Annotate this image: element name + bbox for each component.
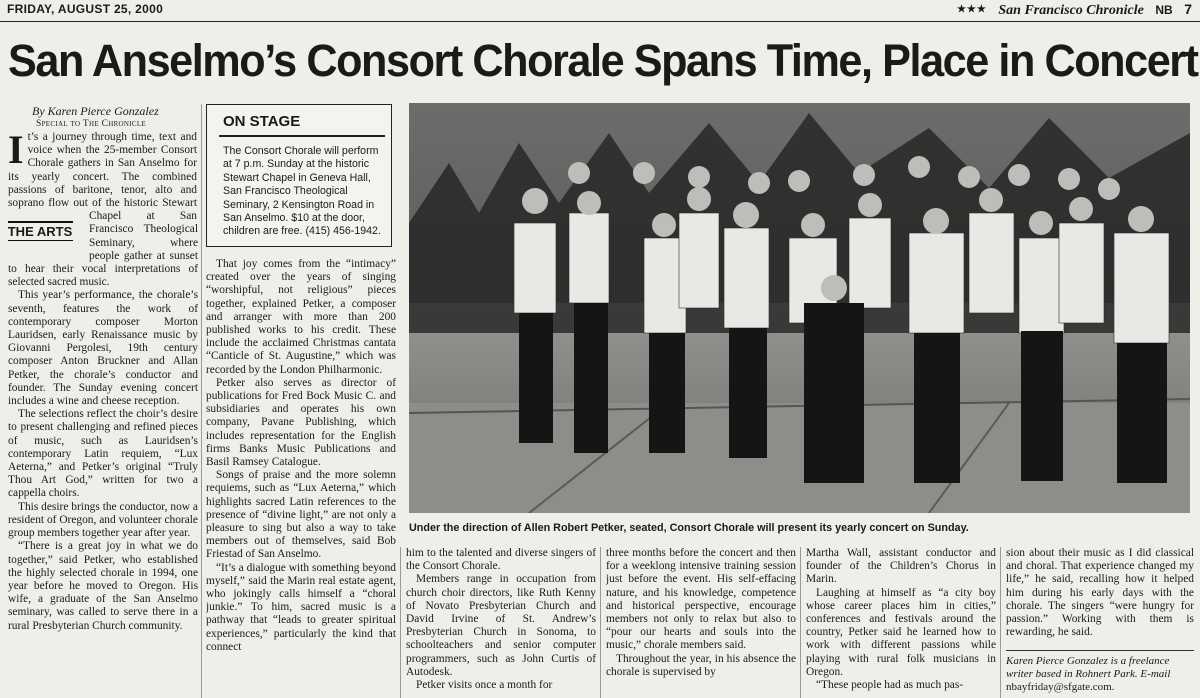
on-stage-rule [219, 135, 385, 137]
column-divider [201, 104, 202, 698]
article-column-5 [806, 547, 996, 698]
paragraph: This desire brings the conductor, now a resident of Oregon, and volunteer chorale group members together year after year. [8, 500, 198, 540]
headline: San Anselmo’s Consort Chorale Spans Time, Place in Concert [8, 35, 1198, 86]
author-note [1006, 655, 1194, 694]
chorale-group-photo [409, 103, 1190, 513]
photo-caption: Under the direction of Allen Robert Petker, seated, Consort Chorale will present its yearly concert on Sunday. [409, 522, 969, 534]
on-stage-text: The Consort Chorale will perform at 7 p.m. Sunday at the historic Stewart Chapel in Geneva Hall, San Francisco Theological Seminary, 2 Kensington Road in San Anselmo. $10 at the door, children are free. (415) 456-1942. [223, 145, 381, 238]
paragraph: “These people had as much pas- [816, 679, 964, 692]
column-divider [600, 547, 601, 698]
article-column-4 [606, 547, 796, 698]
paragraph: him to the talented and diverse singers of the Consort Chorale. [406, 547, 596, 573]
paper-name: San Francisco Chronicle [998, 3, 1144, 18]
column-divider [1000, 547, 1001, 698]
drop-cap: I [8, 131, 24, 172]
article-column-1 [8, 131, 198, 696]
article-column-6 [1006, 547, 1194, 649]
paragraph: Martha Wall, assistant conductor and founder of the Children’s Chorus in Marin. [806, 547, 996, 586]
author-note-rule [1006, 650, 1194, 651]
paragraph: three months before the concert and then for a weeklong intensive training session just before the event. His self-effacing nature, and his knowledge, competence and historical perspective, encourage members not only to relax but also to “pour our hearts and souls into the music,” chorale members said. [606, 547, 796, 652]
column-divider [800, 547, 801, 698]
author-note-text: Karen Pierce Gonzalez is a freelance writer based in Rohnert Park. E-mail [1006, 655, 1171, 680]
masthead [0, 0, 1200, 22]
paragraph: Petker also serves as director of publications for Fred Bock Music C. and subsidiaries and operates his own company, Pavane Publishing, which includes representation for the English firms Banks Music Publications and Basil Ramsey Catalogue. [206, 376, 396, 469]
on-stage-title: ON STAGE [223, 113, 301, 130]
paragraph: Petker visits once a month for [416, 679, 553, 692]
paragraph: t’s a journey through time, text and voice when the 25-member Consort Chorale gathers in San Anselmo for its yearly concert. The combined passions of baritone, tenor, alto and soprano flow out of the historic Stewart Chapel at San Francisco Theological Seminary, where people gather at sunset to hear their vocal interpretations of selected sacred music. [8, 131, 198, 289]
section-label-the-arts: THE ARTS [8, 221, 73, 241]
article-column-3 [406, 547, 596, 698]
paragraph: That joy comes from the “intimacy” created over the years of singing “worshipful, not religious” pieces together, explained Petker, a composer and arranger with more than 200 published works to his credit. These include the acclaimed Christmas cantata “Canticle of St. Augustine,” which was recorded by the London Philharmonic. [206, 258, 396, 376]
author-email-link[interactable]: nbayfriday@sfgate.com. [1006, 681, 1115, 693]
byline: By Karen Pierce Gonzalez [32, 104, 159, 118]
on-stage-box [206, 104, 392, 247]
masthead-rule [0, 21, 1200, 22]
paragraph: sion about their music as I did classical and choral. That experience changed my life,” he said, recalling how it helped him during his early days with the chorale. The singers “were hungry for passion.” Working with them is rewarding, he said. [1006, 547, 1194, 639]
article-column-2 [206, 258, 396, 698]
photo-illustration [409, 103, 1190, 513]
column-divider [400, 547, 401, 698]
paragraph: “It’s a dialogue with something beyond myself,” said the Marin real estate agent, who jokingly calls himself a “choral junkie.” To him, sacred music is a pathway that “leads to greater spiritual experiences,” particularly the kind that connect [206, 561, 396, 653]
paragraph: Songs of praise and the more solemn requiems, such as “Lux Aeterna,” which highlights sacred Latin references to the presence of “divine light,” are not only a pleasure to sing but also a way to take members out of themselves, said Bob Friestad of San Anselmo. [206, 469, 396, 561]
section-code: NB [1155, 3, 1173, 17]
paragraph: Laughing at himself as “a city boy whose career places him in cities,” conferences and festivals around the country, Petker said he learned how to work with different passions while playing with rural folk musicians in Oregon. [806, 586, 996, 678]
paragraph: This year’s performance, the chorale’s seventh, features the work of contemporary composer Morton Lauridsen, early Renaissance music by Giovanni Pergolesi, 19th century composer Anton Bruckner and Allan Petker, the chorale’s conductor and founder. The Sunday evening concert includes a wine and cheese reception. [8, 289, 198, 408]
page-number: 7 [1184, 1, 1192, 17]
paragraph: Throughout the year, in his absence the chorale is supervised by [606, 652, 796, 678]
paragraph: “There is a great joy in what we do together,” said Petker, who established the highly selected chorale in 1994, one year before he moved to Oregon. His wife, a graduate of the San Anselmo seminary, was called to serve there in a rural Presbyterian Church community. [8, 540, 198, 632]
paper-nameplate [957, 1, 1192, 19]
paragraph: Members range in occupation from church choir directors, like Ruth Kenny of Novato Presbyterian Church and David Irvine of St. Andrew’s Presbyterian Church in Sonoma, to schoolteachers and senior computer programmers, such as John Curtis of Autodesk. [406, 573, 596, 678]
issue-date: FRIDAY, AUGUST 25, 2000 [7, 2, 164, 16]
paragraph: The selections reflect the choir’s desire to present challenging and refined pieces of music, such as Lauridsen’s contemporary Latin requiem, “Lux Aeterna,” and Petker’s original “Truly Thou Art God,” written for two a cappella choirs. [8, 408, 198, 500]
byline-credit: Special to The Chronicle [36, 119, 146, 129]
edition-stars: ★★★ [956, 4, 987, 15]
